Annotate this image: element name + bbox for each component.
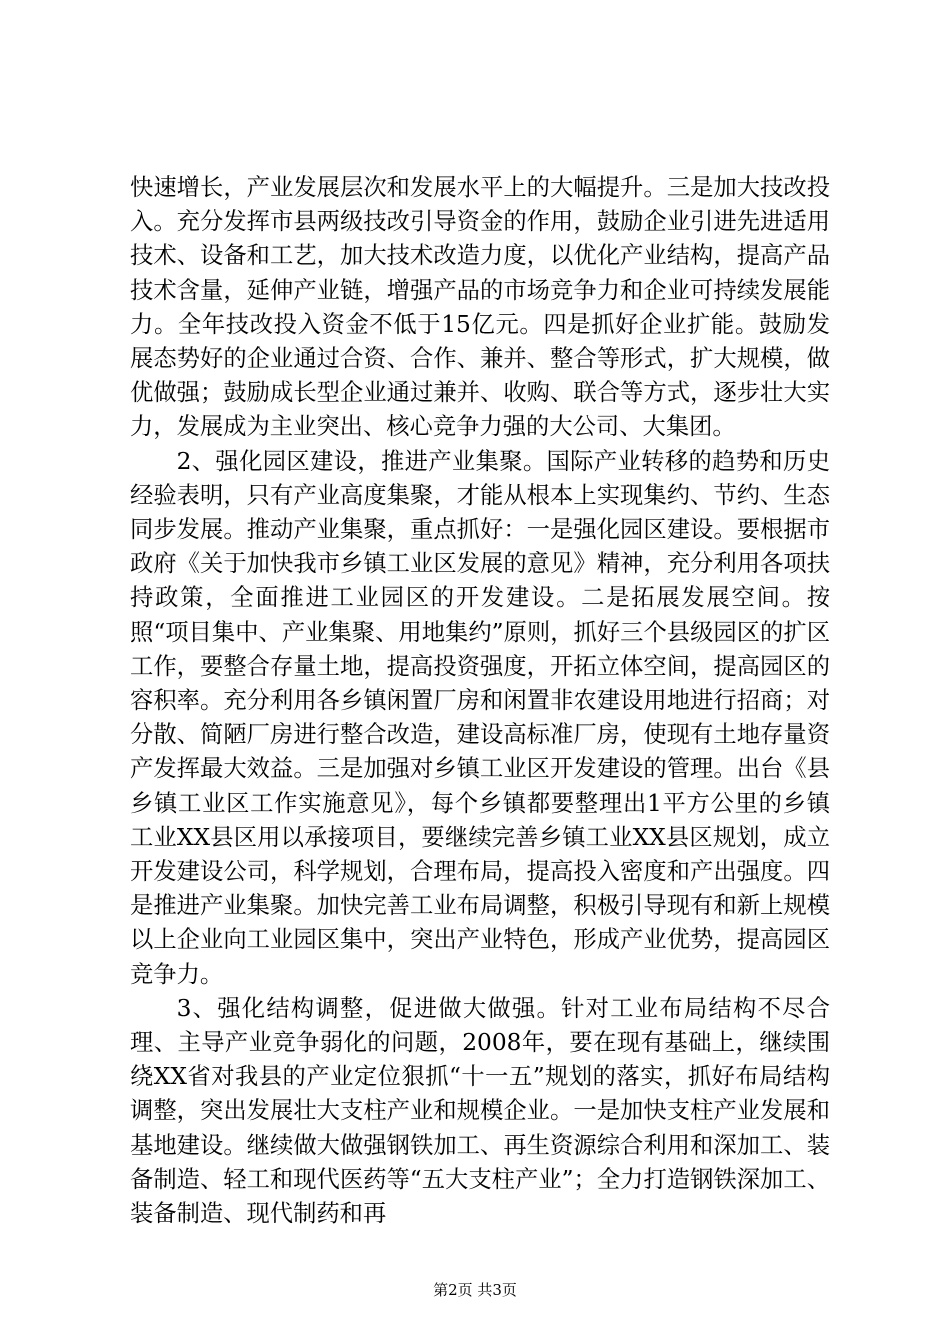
- paragraph-1: 快速增长，产业发展层次和发展水平上的大幅提升。三是加大技改投入。充分发挥市县两级技改引导资金的作用，鼓励企业引进先进适用技术、设备和工艺，加大技术改造力度，以优化产业结构，提高产品技术含量，延伸产业链，增强产品的市场竞争力和企业可持续发展能力。全年技改投入资金不低于15亿元。四是抓好企业扩能。鼓励发展态势好的企业通过合资、合作、兼并、整合等形式，扩大规模，做优做强；鼓励成长型企业通过兼并、收购、联合等方式，逐步壮大实力，发展成为主业突出、核心竞争力强的大公司、大集团。: [130, 174, 830, 441]
- document-body: [130, 171, 830, 1231]
- paragraph-2: 2、强化园区建设，推进产业集聚。国际产业转移的趋势和历史经验表明，只有产业高度集聚，才能从根本上实现集约、节约、生态同步发展。推动产业集聚，重点抓好：一是强化园区建设。要根据市政府《关于加快我市乡镇工业区发展的意见》精神，充分利用各项扶持政策，全面推进工业园区的开发建设。二是拓展发展空间。按照“项目集中、产业集聚、用地集约”原则，抓好三个县级园区的扩区工作，要整合存量土地，提高投资强度，开拓立体空间，提高园区的容积率。充分利用各乡镇闲置厂房和闲置非农建设用地进行招商；对分散、简陋厂房进行整合改造，建设高标准厂房，使现有土地存量资产发挥最大效益。三是加强对乡镇工业区开发建设的管理。出台《县乡镇工业区工作实施意见》，每个乡镇都要整理出1平方公里的乡镇工业XX县区用以承接项目，要继续完善乡镇工业XX县区规划，成立开发建设公司，科学规划，合理布局，提高投入密度和产出强度。四是推进产业集聚。加快完善工业布局调整，积极引导现有和新上规模以上企业向工业园区集中，突出产业特色，形成产业优势，提高园区竞争力。: [130, 447, 830, 988]
- paragraph-3: 3、强化结构调整，促进做大做强。针对工业布局结构不尽合理、主导产业竞争弱化的问题，2008年，要在现有基础上，继续围绕XX省对我县的产业定位狠抓“十一五”规划的落实，抓好布局结构调整，突出发展壮大支柱产业和规模企业。一是加快支柱产业发展和基地建设。继续做大做强钢铁加工、再生资源综合利用和深加工、装备制造、轻工和现代医药等“五大支柱产业”；全力打造钢铁深加工、装备制造、现代制药和再: [130, 994, 830, 1228]
- page-footer: 第2页 共3页: [433, 1281, 517, 1299]
